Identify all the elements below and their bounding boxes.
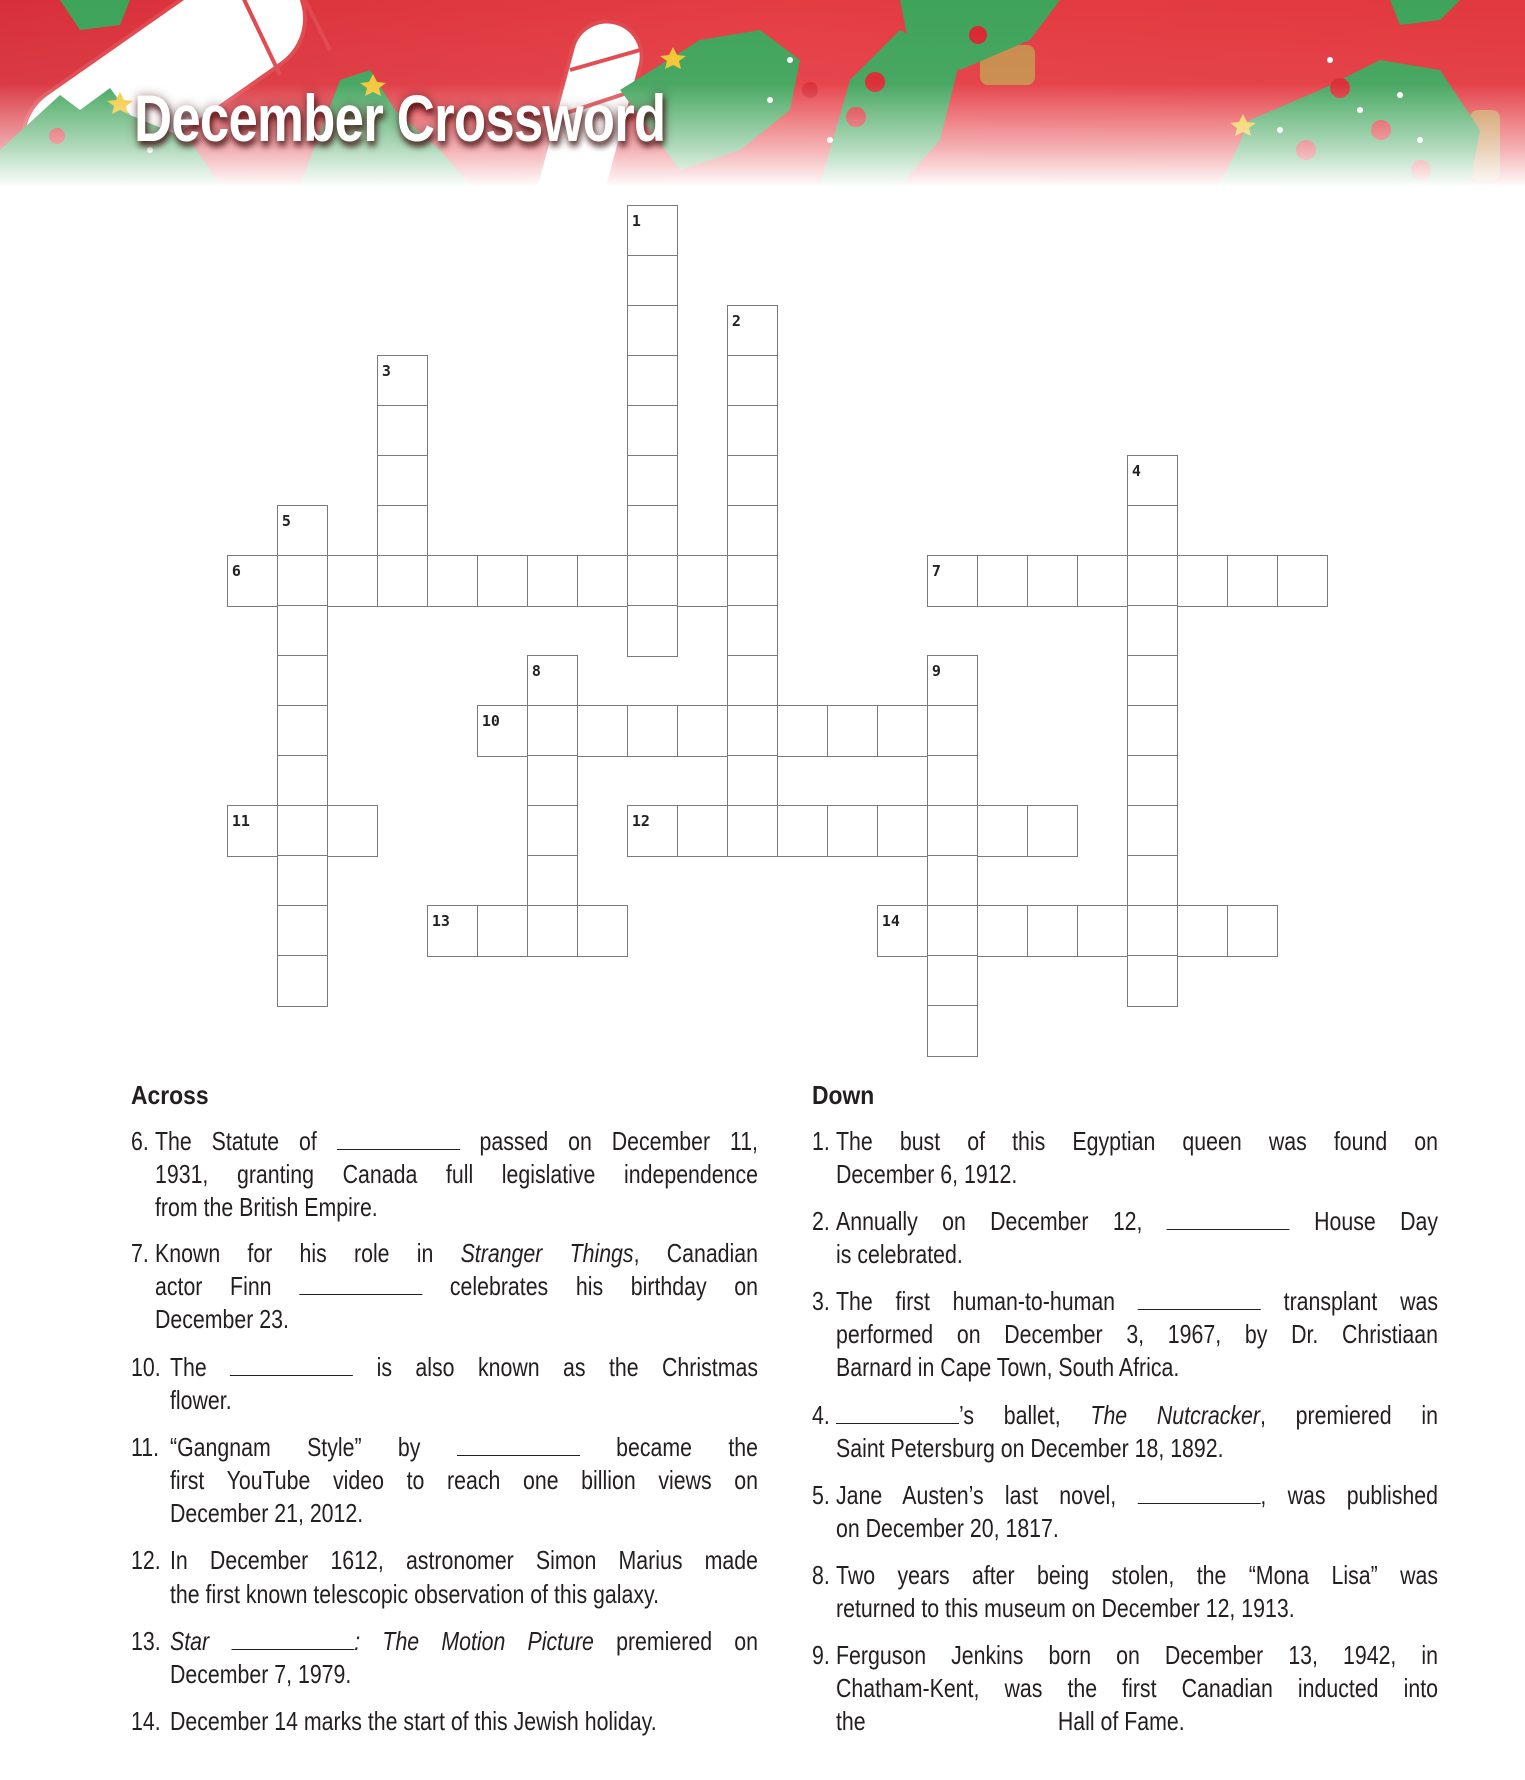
clue-italic-title: : The Motion Picture [354,1626,594,1656]
clue-line [155,1191,758,1224]
grid-cell[interactable] [427,905,478,956]
clue-line [836,1125,1438,1158]
grid-cell[interactable] [1127,805,1178,856]
grid-cell[interactable] [527,555,578,606]
grid-cell[interactable] [677,705,728,756]
grid-cell[interactable] [927,955,978,1006]
clue-line [170,1658,758,1691]
clue-number: 2. [812,1206,830,1236]
grid-cell[interactable] [477,705,528,756]
grid-cell[interactable] [277,655,328,706]
grid-cell[interactable] [727,755,778,806]
cell-number-label: 4 [1131,462,1141,481]
clue-text: December 21, 2012. [170,1498,364,1528]
grid-cell[interactable] [827,705,878,756]
grid-cell[interactable] [627,705,678,756]
clue-line [836,1205,1438,1238]
clue-text: from the British Empire. [155,1192,378,1222]
clue-text: on December 20, 1817. [836,1513,1059,1543]
grid-cell[interactable] [927,855,978,906]
clue-text: ’s ballet, [959,1400,1091,1430]
clue-number: 11. [131,1432,160,1462]
clue-number: 3. [812,1286,830,1316]
grid-cell[interactable] [277,605,328,656]
cell-number-label: 14 [881,912,900,931]
grid-cell[interactable] [677,555,728,606]
grid-cell[interactable] [1227,555,1278,606]
clue-line [170,1384,758,1417]
grid-cell[interactable] [377,555,428,606]
clue-number: 12. [131,1545,161,1575]
grid-cell[interactable] [477,905,528,956]
grid-cell[interactable] [677,805,728,856]
grid-cell[interactable] [727,405,778,456]
grid-cell[interactable] [1277,555,1328,606]
grid-cell[interactable] [1177,905,1228,956]
clue-text: In December 1612, astronomer Simon Marius made [170,1545,758,1575]
down-heading: Down [812,1080,875,1110]
grid-cell[interactable] [1077,905,1128,956]
grid-cell[interactable] [977,805,1028,856]
grid-cell[interactable] [727,605,778,656]
grid-cell[interactable] [727,655,778,706]
clue-text: first YouTube video to reach one billion views on [170,1465,758,1495]
clue-text: became the [579,1432,758,1462]
grid-cell[interactable] [727,555,778,606]
grid-cell[interactable] [627,455,678,506]
clue-number: 13. [131,1626,161,1656]
cell-number-label: 8 [531,662,541,681]
clue-number: 6. [131,1126,149,1156]
clue-line [155,1125,758,1158]
clue-line [836,1158,1438,1191]
page-title: December Crossword [134,81,666,155]
grid-cell[interactable] [627,405,678,456]
clue-number: 7. [131,1238,149,1268]
grid-cell[interactable] [277,805,328,856]
grid-cell[interactable] [1227,905,1278,956]
clue-line [170,1431,758,1464]
clue-line [170,1351,758,1384]
clue-text: “Gangnam Style” by [170,1432,457,1462]
clue-text: transplant was [1260,1286,1438,1316]
grid-cell[interactable] [1127,955,1178,1006]
answer-blank [299,1270,422,1295]
clue-line [836,1285,1438,1318]
grid-cell[interactable] [577,905,628,956]
grid-cell[interactable] [577,555,628,606]
clue-line [170,1497,758,1530]
clue-text: premiered on [593,1626,758,1656]
clue-number: 8. [812,1560,830,1590]
grid-cell[interactable] [927,905,978,956]
cell-number-label: 10 [481,712,500,731]
grid-cell[interactable] [877,905,928,956]
grid-cell[interactable] [1027,905,1078,956]
grid-cell[interactable] [927,755,978,806]
grid-cell[interactable] [377,355,428,406]
grid-cell[interactable] [1127,855,1178,906]
grid-cell[interactable] [277,705,328,756]
grid-cell[interactable] [1127,555,1178,606]
clue-text: 1931, granting Canada full legislative independence [155,1159,758,1189]
cell-number-label: 12 [631,812,650,831]
answer-blank [457,1431,580,1456]
grid-cell[interactable] [1127,755,1178,806]
grid-cell[interactable] [727,705,778,756]
clue-line [170,1464,758,1497]
grid-cell[interactable] [277,755,328,806]
answer-blank [1167,1205,1290,1230]
grid-cell[interactable] [627,305,678,356]
clue-text: Two years after being stolen, the “Mona Lisa” was [836,1560,1438,1590]
grid-cell[interactable] [527,905,578,956]
clue-line [155,1303,758,1336]
clue-line [170,1544,758,1577]
clue-text: , premiered in [1259,1400,1438,1430]
grid-cell[interactable] [277,555,328,606]
clue-line [836,1238,1438,1271]
grid-cell[interactable] [277,505,328,556]
grid-cell[interactable] [977,905,1028,956]
clue-number: 10. [131,1352,161,1382]
clue-text: Annually on December 12, [836,1206,1167,1236]
clue-text: Hall of Fame. [1051,1706,1185,1736]
grid-cell[interactable] [377,505,428,556]
grid-cell[interactable] [327,555,378,606]
grid-cell[interactable] [927,655,978,706]
grid-cell[interactable] [927,705,978,756]
grid-cell[interactable] [1027,555,1078,606]
grid-cell[interactable] [777,805,828,856]
clue-text: December 23. [155,1304,289,1334]
cell-number-label: 11 [231,812,250,831]
clue-text: performed on December 3, 1967, by Dr. Christiaan [836,1319,1438,1349]
grid-cell[interactable] [927,1005,978,1056]
cell-number-label: 6 [231,562,241,581]
clue-line [836,1399,1438,1432]
clue-line [836,1432,1438,1465]
grid-cell[interactable] [627,805,678,856]
answer-blank [230,1351,353,1376]
clue-line [170,1578,758,1611]
clue-text: passed on December 11, [459,1126,758,1156]
clue-number: 5. [812,1480,830,1510]
grid-cell[interactable] [227,805,278,856]
cell-number-label: 7 [931,562,941,581]
grid-cell[interactable] [927,805,978,856]
clue-number: 14. [131,1706,161,1736]
clue-text: the [836,1706,872,1736]
grid-cell[interactable] [1077,555,1128,606]
grid-cell[interactable] [1127,655,1178,706]
clue-line [836,1512,1438,1545]
grid-cell[interactable] [377,405,428,456]
grid-cell[interactable] [977,555,1028,606]
clue-number: 1. [812,1126,830,1156]
grid-cell[interactable] [877,805,928,856]
cell-number-label: 3 [381,362,391,381]
clue-line [836,1351,1438,1384]
grid-cell[interactable] [527,655,578,706]
grid-cell[interactable] [727,355,778,406]
grid-cell[interactable] [627,255,678,306]
grid-cell[interactable] [277,855,328,906]
clue-text: House Day [1289,1206,1438,1236]
grid-cell[interactable] [277,955,328,1006]
clue-text: , was published [1260,1480,1438,1510]
grid-cell[interactable] [627,355,678,406]
clue-text: December 6, 1912. [836,1159,1018,1189]
clue-line [170,1705,758,1738]
answer-blank [337,1125,460,1150]
cell-number-label: 1 [631,212,641,231]
grid-cell[interactable] [427,555,478,606]
clue-line [836,1318,1438,1351]
clue-number: 4. [812,1400,830,1430]
clue-line [155,1158,758,1191]
grid-cell[interactable] [727,305,778,356]
grid-cell[interactable] [1127,705,1178,756]
clue-text: The first human-to-human [836,1286,1138,1316]
grid-cell[interactable] [577,705,628,756]
clue-text: celebrates his birthday on [422,1271,758,1301]
clue-text: actor Finn [155,1271,300,1301]
clue-text: Ferguson Jenkins born on December 13, 1942, in [836,1640,1438,1670]
grid-cell[interactable] [827,805,878,856]
clue-text: , Canadian [633,1238,758,1268]
clue-line [836,1705,1438,1738]
grid-cell[interactable] [1127,505,1178,556]
grid-cell[interactable] [527,855,578,906]
answer-blank [836,1399,959,1424]
grid-cell[interactable] [277,905,328,956]
grid-cell[interactable] [627,505,678,556]
grid-cell[interactable] [627,605,678,656]
answer-gap [872,1720,1052,1730]
clue-line [836,1672,1438,1705]
grid-cell[interactable] [527,705,578,756]
clue-text: Jane Austen’s last novel, [836,1480,1138,1510]
clue-text: is also known as the Christmas [353,1352,758,1382]
grid-cell[interactable] [327,805,378,856]
clue-line [155,1270,758,1303]
clue-text: Known for his role in [155,1238,461,1268]
grid-cell[interactable] [627,555,678,606]
grid-cell[interactable] [877,705,928,756]
clue-text: The bust of this Egyptian queen was found on [836,1126,1438,1156]
clue-italic-title: The Nutcracker [1090,1400,1260,1430]
cell-number-label: 2 [731,312,741,331]
answer-blank [231,1625,354,1650]
clue-line [170,1625,758,1658]
across-heading: Across [131,1080,209,1110]
clue-text: Chatham-Kent, was the first Canadian inducted into [836,1673,1438,1703]
grid-cell[interactable] [727,505,778,556]
clue-text: Barnard in Cape Town, South Africa. [836,1352,1180,1382]
grid-cell[interactable] [1127,905,1178,956]
grid-cell[interactable] [727,455,778,506]
clue-text: December 14 marks the start of this Jewish holiday. [170,1706,657,1736]
clue-text: is celebrated. [836,1239,963,1269]
clue-line [155,1237,758,1270]
clue-italic-title: Stranger Things [460,1238,634,1268]
clue-line [836,1592,1438,1625]
clue-line [836,1639,1438,1672]
grid-cell[interactable] [927,555,978,606]
grid-cell[interactable] [477,555,528,606]
answer-blank [1138,1285,1261,1310]
clue-text: December 7, 1979. [170,1659,352,1689]
grid-cell[interactable] [377,455,428,506]
grid-cell[interactable] [1177,555,1228,606]
clue-line [836,1479,1438,1512]
clue-line [836,1559,1438,1592]
cell-number-label: 13 [431,912,450,931]
clue-text: Saint Petersburg on December 18, 1892. [836,1433,1224,1463]
grid-cell[interactable] [727,805,778,856]
cell-number-label: 9 [931,662,941,681]
grid-cell[interactable] [627,205,678,256]
clue-text: the first known telescopic observation of this galaxy. [170,1579,660,1609]
clue-number: 9. [812,1640,830,1670]
clue-text: flower. [170,1385,232,1415]
clue-italic-title: Star [170,1626,232,1656]
grid-cell[interactable] [1127,605,1178,656]
grid-cell[interactable] [1127,455,1178,506]
clue-text: returned to this museum on December 12, 1913. [836,1593,1295,1623]
grid-cell[interactable] [227,555,278,606]
grid-cell[interactable] [527,755,578,806]
grid-cell[interactable] [777,705,828,756]
answer-blank [1137,1479,1260,1504]
clue-text: The Statute of [155,1126,337,1156]
grid-cell[interactable] [527,805,578,856]
clue-text: The [170,1352,231,1382]
cell-number-label: 5 [281,512,291,531]
grid-cell[interactable] [1027,805,1078,856]
